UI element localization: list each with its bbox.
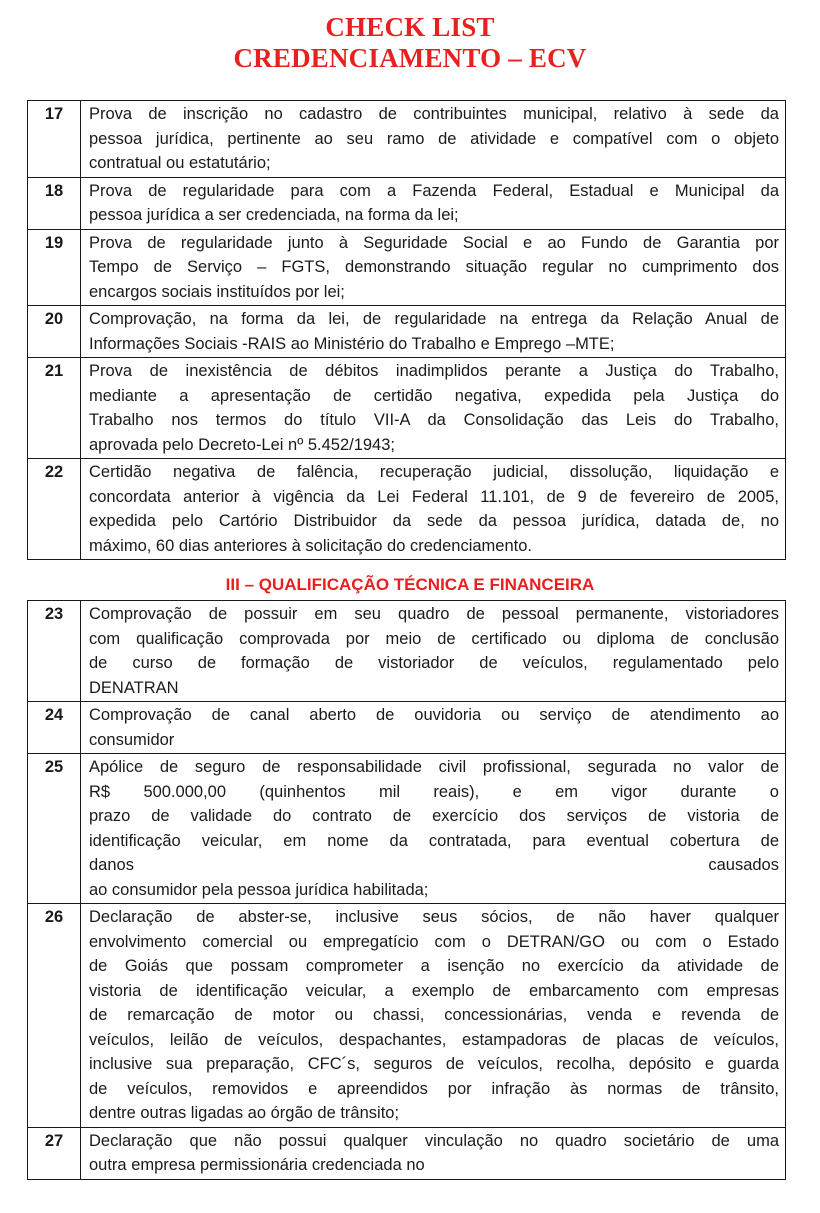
item-number: 19 — [28, 229, 81, 306]
item-text-line: envolvimento comercial ou empregatício com o DETRAN/GO ou com o Estado — [89, 932, 779, 951]
item-text — [81, 358, 786, 459]
item-text-line: contratual ou estatutário; — [89, 154, 271, 172]
item-text — [81, 754, 786, 904]
item-text-line: prazo de validade do contrato de exercício dos serviços de vistoria de — [89, 807, 779, 825]
item-number: 17 — [28, 101, 81, 178]
item-number: 26 — [28, 904, 81, 1128]
item-text-line: Tempo de Serviço – FGTS, demonstrando situação regular no cumprimento dos — [89, 258, 779, 276]
document-title: CHECK LIST — [325, 12, 495, 42]
item-text-line: de remarcação de motor ou chassi, concessionárias, venda e revenda de — [89, 1006, 779, 1024]
item-text-line: Certidão negativa de falência, recuperação judicial, dissolução, liquidação e — [89, 463, 779, 481]
item-text-line: encargos sociais instituídos por lei; — [89, 282, 345, 301]
item-text-line: danos causados — [89, 856, 779, 874]
item-text-line: consumidor — [89, 730, 175, 749]
item-text-line: ao consumidor pela pessoa jurídica habilitada; — [89, 880, 429, 899]
checklist-row — [28, 101, 786, 178]
item-number: 25 — [28, 754, 81, 904]
item-text-line: Comprovação de canal aberto de ouvidoria ou serviço de atendimento ao — [89, 706, 779, 724]
item-text-line: Comprovação, na forma da lei, de regularidade na entrega da Relação Anual de — [89, 310, 779, 328]
item-text-line: Prova de regularidade junto à Seguridade Social e ao Fundo de Garantia por — [89, 233, 779, 252]
item-text-line: vistoria de identificação veicular, a exemplo de embarcamento com empresas — [89, 981, 779, 1000]
item-text — [81, 306, 786, 358]
item-text-line: dentre outras ligadas ao órgão de trânsito; — [89, 1104, 400, 1122]
item-text-line: veículos, leilão de veículos, despachantes, estampadoras de placas de veículos, — [89, 1030, 779, 1049]
document-header — [0, 12, 820, 74]
item-text-line: com qualificação comprovada por meio de certificado ou diploma de conclusão — [89, 629, 779, 648]
item-text-line: mediante a apresentação de certidão negativa, expedida pela Justiça do — [89, 386, 779, 405]
item-text-line: concordata anterior à vigência da Lei Federal 11.101, de 9 de fevereiro de 2005, — [89, 487, 779, 506]
checklist-row — [28, 229, 786, 306]
item-number: 20 — [28, 306, 81, 358]
checklist-row — [28, 459, 786, 560]
item-text — [81, 459, 786, 560]
checklist-row — [28, 904, 786, 1128]
item-text-line: Prova de inscrição no cadastro de contribuintes municipal, relativo à sede da — [89, 105, 779, 123]
item-text — [81, 601, 786, 702]
checklist-row — [28, 702, 786, 754]
checklist-table-documents — [27, 100, 786, 560]
item-number: 23 — [28, 601, 81, 702]
checklist-row — [28, 358, 786, 459]
checklist-row — [28, 1127, 786, 1179]
item-text-line: expedida pelo Cartório Distribuidor da sede da pessoa jurídica, datada de, no — [89, 512, 779, 530]
item-text-line: DENATRAN — [89, 678, 179, 697]
item-text-line: Declaração que não possui qualquer vinculação no quadro societário de uma — [89, 1131, 779, 1150]
item-text-line: de curso de formação de vistoriador de veículos, regulamentado pelo — [89, 654, 779, 672]
item-text-line: Prova de regularidade para com a Fazenda Federal, Estadual e Municipal da — [89, 181, 779, 200]
item-text-line: aprovada pelo Decreto-Lei nº 5.452/1943; — [89, 435, 395, 454]
item-number: 22 — [28, 459, 81, 560]
item-text — [81, 177, 786, 229]
document-subtitle: CREDENCIAMENTO – ECV — [233, 43, 587, 73]
checklist-row — [28, 306, 786, 358]
item-text-line: de veículos, removidos e apreendidos por infração às normas de trânsito, — [89, 1079, 779, 1098]
item-text-line: Informações Sociais -RAIS ao Ministério do Trabalho e Emprego –MTE; — [89, 334, 615, 353]
item-text — [81, 229, 786, 306]
item-text — [81, 904, 786, 1128]
item-text-line: R$ 500.000,00 (quinhentos mil reais), e em vigor durante o — [89, 782, 779, 801]
item-text-line: pessoa jurídica, pertinente ao seu ramo de atividade e compatível com o objeto — [89, 129, 779, 148]
item-number: 27 — [28, 1127, 81, 1179]
item-text-line: pessoa jurídica a ser credenciada, na forma da lei; — [89, 206, 459, 224]
item-text-line: inclusive sua preparação, CFC´s, seguros de veículos, recolha, depósito e guarda — [89, 1055, 779, 1073]
item-text-line: Declaração de abster-se, inclusive seus sócios, de não haver qualquer — [89, 908, 779, 926]
item-text-line: outra empresa permissionária credenciada no — [89, 1156, 425, 1174]
checklist-row — [28, 177, 786, 229]
checklist-row — [28, 754, 786, 904]
item-number: 24 — [28, 702, 81, 754]
item-text — [81, 702, 786, 754]
section-heading: III – QUALIFICAÇÃO TÉCNICA E FINANCEIRA — [225, 575, 595, 594]
item-text — [81, 101, 786, 178]
item-number: 18 — [28, 177, 81, 229]
item-text-line: Prova de inexistência de débitos inadimplidos perante a Justiça do Trabalho, — [89, 362, 779, 380]
item-text — [81, 1127, 786, 1179]
item-text-line: máximo, 60 dias anteriores à solicitação do credenciamento. — [89, 536, 532, 555]
item-text-line: de Goiás que possam comprometer a isenção no exercício da atividade de — [89, 957, 779, 975]
checklist-table-technical-financial — [27, 600, 786, 1180]
checklist-row — [28, 601, 786, 702]
item-text-line: Trabalho nos termos do título VII-A da Consolidação das Leis do Trabalho, — [89, 411, 779, 429]
item-text-line: Comprovação de possuir em seu quadro de pessoal permanente, vistoriadores — [89, 605, 779, 623]
item-number: 21 — [28, 358, 81, 459]
item-text-line: Apólice de seguro de responsabilidade civil profissional, segurada no valor de — [89, 758, 779, 776]
item-text-line: identificação veicular, em nome da contratada, para eventual cobertura de — [89, 831, 779, 850]
